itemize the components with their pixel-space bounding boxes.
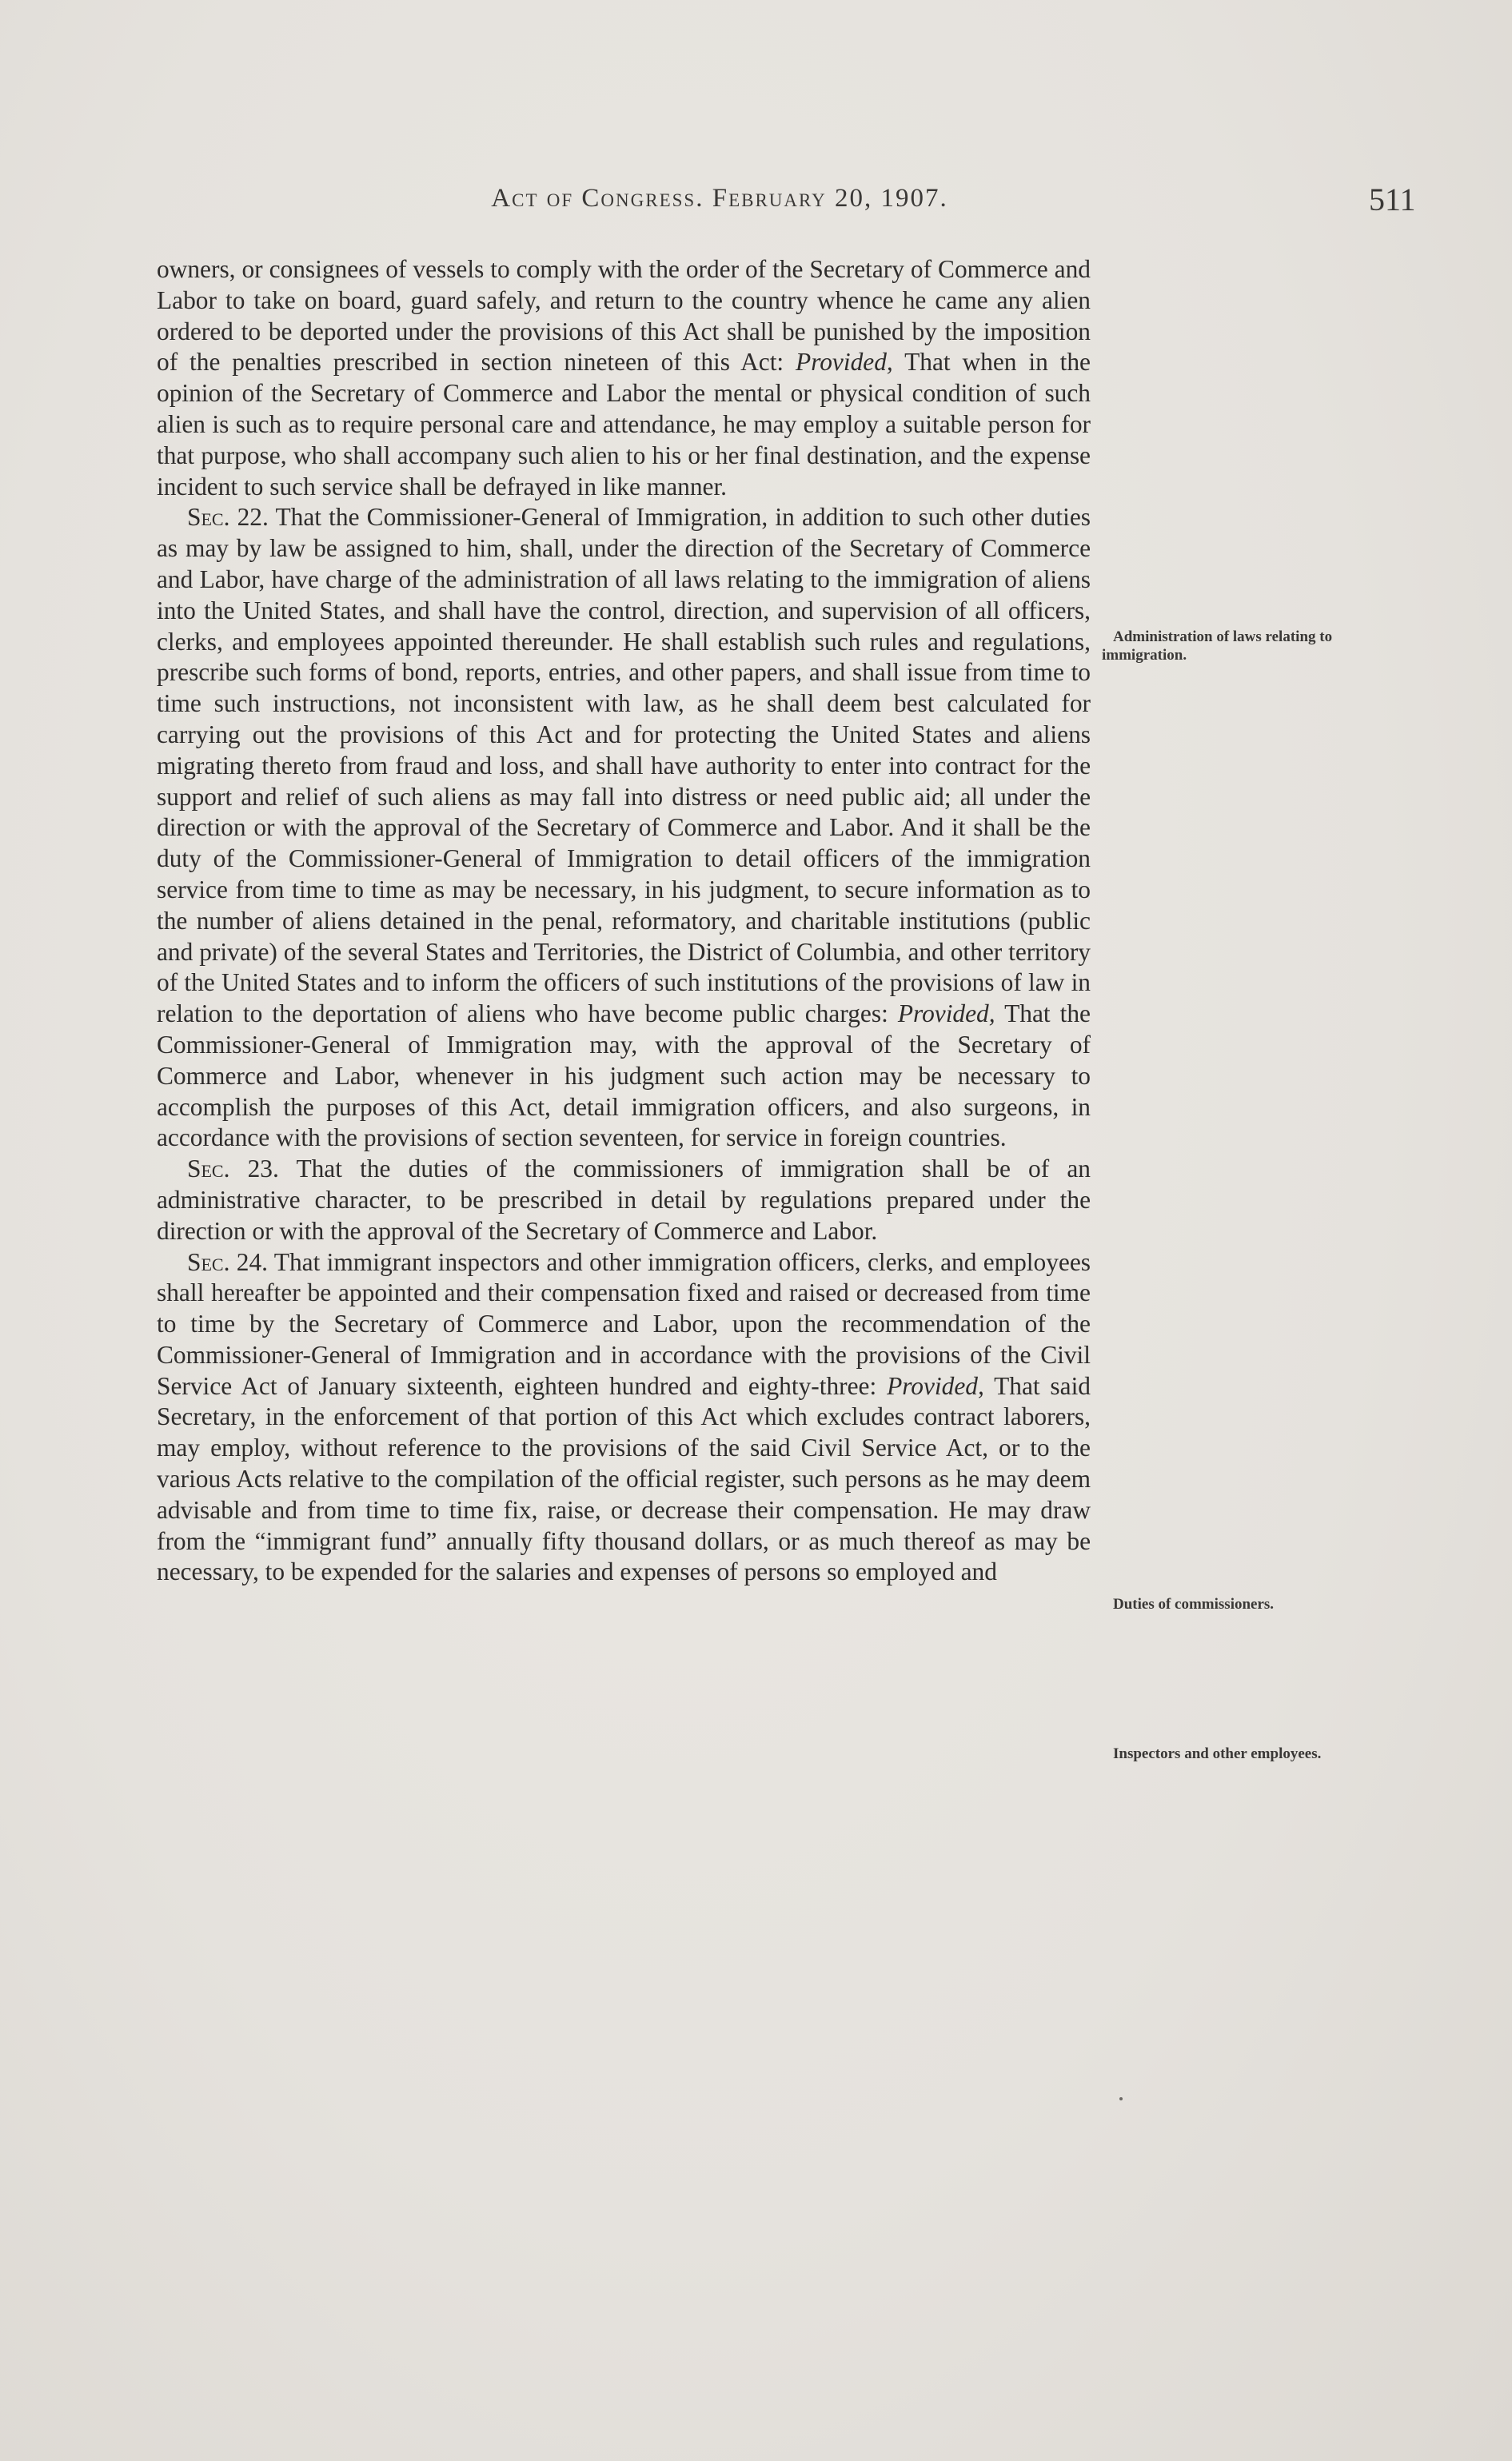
section-text: That the duties of the commissioners of immigration shall be of an administrative character, to be prescribed in detail by regulations prepared under the direction or with the approval of the Secretary of Commerce and Labor.	[157, 1155, 1091, 1245]
paragraph-continuation	[157, 254, 1091, 502]
running-head: Act of Congress. February 20, 1907.	[491, 184, 948, 213]
paragraph-text: That when in the opinion of the Secretary of Commerce and Labor the mental or physical condition of such alien is such as to require personal care and attendance, he may employ a suitable person for that purpose, who shall accompany such alien to his or her final destination, and the expense incident to such service shall be defrayed in like manner.	[157, 348, 1091, 501]
section-label: Sec. 22.	[187, 503, 269, 532]
proviso-label: Provided,	[887, 1371, 984, 1400]
section-22	[157, 502, 1091, 1154]
section-24	[157, 1247, 1091, 1589]
section-label: Sec. 23.	[187, 1155, 279, 1183]
proviso-label: Provided,	[897, 999, 995, 1028]
section-text: That immigrant inspectors and other immigration officers, clerks, and employees shall hereafter be appointed and their compensation fixed and raised or decreased from time to time by the Secretary of Commerce and Labor, upon the recommendation of the Commissioner-General of Immigration and in accordance with the provisions of the Civil Service Act of January sixteenth, eighteen hundred and eighty-three:	[157, 1247, 1091, 1400]
paragraph-text: owners, or consignees of vessels to comply with the order of the Secretary of Commerce and Labor to take on board, guard safely, and return to the country whence he came any alien ordered to be deported under the provisions of this Act shall be punished by the imposition of the penalties prescribed in section nineteen of this Act:	[157, 255, 1091, 377]
section-23	[157, 1154, 1091, 1246]
proviso-label: Provided,	[796, 348, 893, 377]
sidenote-administration: Administration of laws relating to immigration.	[1102, 628, 1333, 664]
section-text: That the Commissioner-General of Immigration, in addition to such other duties as may by law be assigned to him, shall, under the direction of the Secretary of Commerce and Labor, have charge of the administration of all laws relating to the immigration of aliens into the United States, and shall have the control, direction, and supervision of all officers, clerks, and employees appointed thereunder. He shall establish such rules and regulations, prescribe such forms of bond, reports, entries, and other papers, and shall issue from time to time such instructions, not inconsistent with law, as he shall deem best calculated for carrying out the provisions of this Act and for protecting the United States and aliens migrating thereto from fraud and loss, and shall have authority to enter into contract for the support and relief of such aliens as may fall into distress or need public aid; all under the direction or with the approval of the Secretary of Commerce and Labor. And it shall be the duty of the Commissioner-General of Immigration to detail officers of the immigration service from time to time as may be necessary, in his judgment, to secure information as to the number of aliens detained in the penal, reformatory, and charitable institutions (public and private) of the several States and Territories, the District of Columbia, and other territory of the United States and to inform the officers of such institutions of the provisions of law in relation to the deportation of aliens who have become public charges:	[157, 503, 1091, 1028]
sidenote-inspectors: Inspectors and other employees.	[1113, 1745, 1322, 1762]
section-text: That the Commissioner-General of Immigration may, with the approval of the Secretary of Commerce and Labor, whenever in his judgment such action may be necessary to accomplish the purposes of this Act, detail immigration officers, and also surgeons, in accordance with the provisions of section seventeen, for service in foreign countries.	[157, 999, 1091, 1152]
page-number: 511	[1369, 181, 1416, 217]
print-speck	[1119, 2097, 1123, 2100]
body-text	[157, 254, 1091, 1588]
section-label: Sec. 24.	[187, 1247, 269, 1276]
section-text: That said Secretary, in the enforcement of that portion of this Act which excludes contract laborers, may employ, without reference to the provisions of the said Civil Service Act, or to the various Acts relative to the compilation of the official register, such persons as he may deem advisable and from time to time fix, raise, or decrease their compensation. He may draw from the “immigrant fund” annually fifty thousand dollars, or as much thereof as may be necessary, to be expended for the salaries and expenses of persons so employed and	[157, 1371, 1091, 1586]
sidenote-duties-of-commissioners: Duties of commissioners.	[1113, 1596, 1275, 1613]
